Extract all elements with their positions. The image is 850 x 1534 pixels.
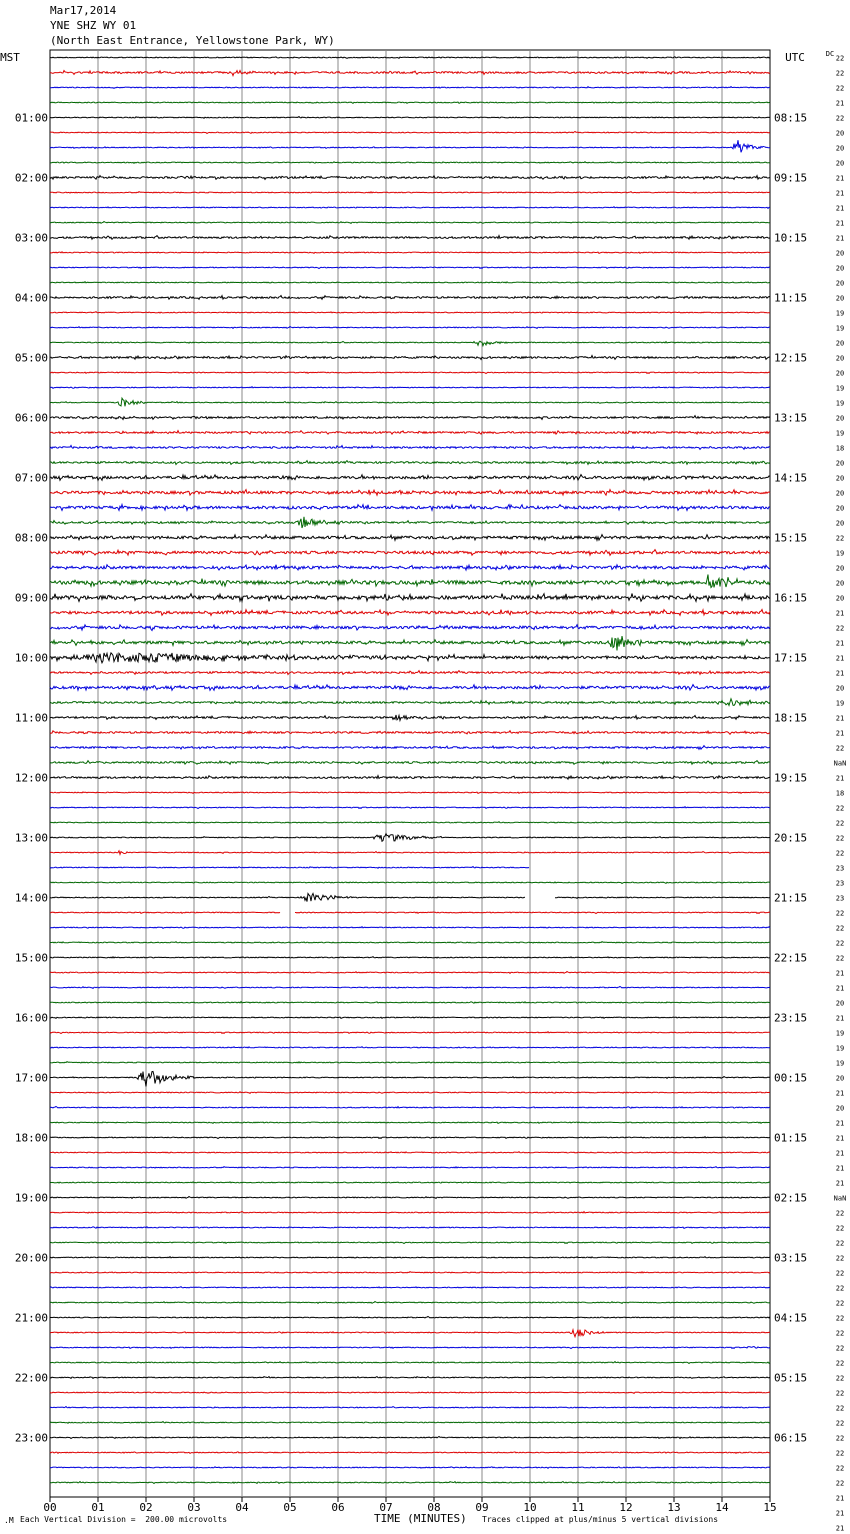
dc-value: 22 — [835, 909, 845, 918]
dc-value: 22 — [835, 1434, 845, 1443]
seismic-trace-row — [50, 222, 770, 224]
dc-value: 22 — [835, 1209, 845, 1218]
seismic-trace-row — [50, 610, 770, 616]
seismic-trace-row — [50, 731, 770, 735]
seismic-trace-row — [50, 140, 770, 152]
utc-hour-label: 23:15 — [774, 1011, 808, 1025]
dc-value: 22 — [835, 804, 845, 813]
dc-value: 22 — [835, 1374, 845, 1383]
seismic-trace-row — [50, 102, 770, 104]
dc-value: 21 — [835, 639, 845, 648]
dc-value: 21 — [835, 669, 845, 678]
seismic-trace-row — [50, 416, 770, 420]
seismic-trace-row — [50, 327, 770, 329]
dc-value: 21 — [835, 654, 845, 663]
dc-value: 20 — [835, 339, 845, 348]
dc-value: 23 — [835, 894, 845, 903]
dc-value: 22 — [835, 69, 845, 78]
dc-value: 23 — [835, 864, 845, 873]
mst-hour-label: 22:00 — [14, 1371, 48, 1385]
seismic-trace-row — [50, 776, 770, 780]
seismic-trace-row — [50, 1032, 770, 1034]
seismic-trace-row — [50, 1330, 770, 1337]
utc-hour-label: 09:15 — [774, 171, 808, 185]
seismic-trace-row — [50, 746, 770, 750]
seismic-trace-row — [50, 1407, 770, 1409]
mst-hour-label: 09:00 — [14, 591, 48, 605]
dc-value: 20 — [835, 369, 845, 378]
utc-hour-label: 06:15 — [774, 1431, 808, 1445]
seismic-trace-row — [50, 715, 770, 720]
seismic-trace-row — [50, 1212, 770, 1214]
seismic-trace-row — [50, 1362, 770, 1364]
utc-hour-label: 19:15 — [774, 771, 808, 785]
utc-hour-label: 20:15 — [774, 831, 808, 845]
dc-value: 20 — [835, 1074, 845, 1083]
utc-hour-label: 05:15 — [774, 1371, 808, 1385]
mst-hour-label: 07:00 — [14, 471, 48, 485]
dc-value: 20 — [835, 579, 845, 588]
utc-axis-label: UTC — [785, 51, 805, 64]
seismic-trace-row — [50, 1152, 770, 1153]
seismic-trace-row — [50, 882, 770, 884]
seismic-trace-row — [50, 192, 770, 194]
seismic-trace-row — [50, 1071, 770, 1086]
utc-hour-label: 14:15 — [774, 471, 808, 485]
dc-value: 22 — [835, 1344, 845, 1353]
utc-hour-label: 00:15 — [774, 1071, 808, 1085]
dc-value: 22 — [835, 1254, 845, 1263]
dc-value: 21 — [835, 1509, 845, 1518]
seismic-trace-row — [50, 1017, 770, 1019]
dc-value: 21 — [835, 1179, 845, 1188]
x-tick-label: 10 — [523, 1501, 537, 1514]
dc-value: 22 — [835, 84, 845, 93]
dc-value: 18 — [835, 789, 845, 798]
utc-hour-label: 22:15 — [774, 951, 808, 965]
dc-value: 22 — [835, 819, 845, 828]
seismic-trace-row — [50, 1137, 770, 1139]
x-tick-label: 15 — [763, 1501, 777, 1514]
seismic-trace-row — [50, 87, 770, 89]
seismic-trace-row — [50, 282, 770, 283]
seismic-trace-row — [50, 341, 770, 345]
dc-value: 21 — [835, 1524, 845, 1533]
dc-value: 19 — [835, 699, 845, 708]
dc-value: 22 — [835, 1359, 845, 1368]
mst-hour-label: 16:00 — [14, 1011, 48, 1025]
x-tick-label: 12 — [619, 1501, 633, 1514]
dc-value: 22 — [835, 54, 845, 63]
seismic-trace-row — [50, 987, 770, 989]
dc-value: 21 — [835, 219, 845, 228]
dc-value: 22 — [835, 939, 845, 948]
seismic-trace-row — [50, 132, 770, 134]
seismic-trace-row — [50, 1002, 770, 1004]
seismic-trace-row — [50, 1092, 770, 1094]
corner-mark: .M — [4, 1516, 14, 1525]
seismic-trace-row — [50, 1257, 770, 1258]
dc-value: 19 — [835, 399, 845, 408]
dc-value: 20 — [835, 594, 845, 603]
x-tick-label: 11 — [571, 1501, 585, 1514]
dc-value: 22 — [835, 1329, 845, 1338]
seismic-trace-row — [50, 1422, 770, 1424]
dc-value: 19 — [835, 324, 845, 333]
mst-hour-label: 04:00 — [14, 291, 48, 305]
dc-value: NaN — [833, 759, 847, 768]
dc-value: 22 — [835, 834, 845, 843]
x-tick-label: 07 — [379, 1501, 393, 1514]
mst-hour-label: 06:00 — [14, 411, 48, 425]
dc-value: 22 — [835, 954, 845, 963]
seismic-trace-row — [50, 565, 770, 570]
dc-value: 22 — [835, 1389, 845, 1398]
dc-value: 22 — [835, 1299, 845, 1308]
dc-value: 21 — [835, 609, 845, 618]
seismic-trace-row — [50, 535, 770, 541]
plot-date: Mar17,2014 — [50, 4, 117, 17]
seismic-trace-row — [50, 1302, 770, 1304]
seismic-trace-row — [50, 1047, 770, 1048]
dc-value: 20 — [835, 144, 845, 153]
dc-value: 22 — [835, 1449, 845, 1458]
seismic-trace-row — [50, 807, 770, 809]
mst-hour-label: 20:00 — [14, 1251, 48, 1265]
seismic-trace-row — [50, 893, 770, 901]
dc-value: 20 — [835, 489, 845, 498]
seismic-trace-row — [50, 1272, 770, 1274]
x-tick-label: 02 — [139, 1501, 153, 1514]
seismic-trace-row — [50, 1377, 770, 1379]
seismic-trace-row — [50, 176, 770, 180]
dc-value: 20 — [835, 354, 845, 363]
dc-value: 20 — [835, 504, 845, 513]
seismic-trace-row — [50, 267, 770, 269]
seismic-trace-row — [50, 685, 770, 691]
x-tick-label: 06 — [331, 1501, 345, 1514]
utc-hour-label: 03:15 — [774, 1251, 808, 1265]
seismic-trace-row — [50, 851, 770, 855]
dc-value: 20 — [835, 519, 845, 528]
x-tick-label: 13 — [667, 1501, 681, 1514]
seismic-trace-row — [50, 834, 770, 842]
dc-value: 19 — [835, 549, 845, 558]
station-code: YNE SHZ WY 01 — [50, 19, 137, 32]
dc-value: 22 — [835, 849, 845, 858]
dc-value: 21 — [835, 1164, 845, 1173]
seismic-trace-row — [50, 398, 770, 406]
seismic-trace-row — [50, 1197, 770, 1199]
mst-hour-label: 01:00 — [14, 111, 48, 125]
seismic-trace-row — [50, 1467, 770, 1469]
dc-value: 22 — [835, 624, 845, 633]
seismic-trace-row — [50, 356, 770, 360]
dc-value: 21 — [835, 774, 845, 783]
seismic-trace-row — [50, 1182, 770, 1183]
seismic-trace-row — [50, 653, 770, 663]
dc-value: 21 — [835, 1134, 845, 1143]
dc-value: 21 — [835, 969, 845, 978]
dc-value: 21 — [835, 1014, 845, 1023]
dc-value: 19 — [835, 309, 845, 318]
seismic-trace-row — [50, 517, 770, 528]
dc-value: 21 — [835, 234, 845, 243]
utc-hour-label: 02:15 — [774, 1191, 808, 1205]
seismic-trace-row — [50, 1287, 770, 1289]
x-tick-label: 08 — [427, 1501, 441, 1514]
dc-value: 19 — [835, 384, 845, 393]
seismic-trace-row — [50, 387, 770, 389]
seismic-trace-row — [50, 372, 770, 374]
dc-value: 22 — [835, 1269, 845, 1278]
seismic-trace-row — [50, 1452, 770, 1454]
mst-hour-label: 23:00 — [14, 1431, 48, 1445]
seismic-trace-row — [50, 236, 770, 240]
dc-value: 20 — [835, 414, 845, 423]
seismic-trace-row — [50, 636, 770, 650]
mst-hour-label: 21:00 — [14, 1311, 48, 1325]
seismic-trace-row — [50, 431, 770, 435]
mst-hour-label: 19:00 — [14, 1191, 48, 1205]
dc-value: 22 — [835, 114, 845, 123]
dc-value: 21 — [835, 1089, 845, 1098]
x-tick-label: 05 — [283, 1501, 297, 1514]
seismic-trace-row — [50, 1392, 770, 1394]
dc-value: NaN — [833, 1194, 847, 1203]
dc-value: 21 — [835, 204, 845, 213]
seismic-trace-row — [50, 699, 770, 706]
dc-value: 22 — [835, 1224, 845, 1233]
mst-hour-label: 02:00 — [14, 171, 48, 185]
seismic-trace-row — [50, 1227, 770, 1229]
mst-hour-label: 15:00 — [14, 951, 48, 965]
seismic-trace-row — [50, 57, 770, 59]
dc-value: 22 — [835, 1479, 845, 1488]
seismic-trace-row — [50, 1437, 770, 1439]
seismic-trace-row — [50, 972, 770, 974]
mst-axis-label: MST — [0, 51, 20, 64]
x-tick-label: 14 — [715, 1501, 729, 1514]
seismic-trace-row — [50, 942, 770, 944]
mst-hour-label: 18:00 — [14, 1131, 48, 1145]
dc-value: 19 — [835, 1044, 845, 1053]
seismic-trace-row — [50, 475, 770, 481]
mst-hour-label: 12:00 — [14, 771, 48, 785]
dc-value: 22 — [835, 1464, 845, 1473]
x-tick-label: 03 — [187, 1501, 201, 1514]
dc-value: 19 — [835, 429, 845, 438]
dc-value: 20 — [835, 159, 845, 168]
seismic-trace-row — [50, 550, 770, 556]
utc-hour-label: 12:15 — [774, 351, 808, 365]
seismic-trace-row — [50, 671, 770, 675]
dc-value: 22 — [835, 1404, 845, 1413]
dc-value: 20 — [835, 279, 845, 288]
seismic-trace-row — [50, 792, 770, 794]
seismic-trace-row — [50, 490, 770, 496]
dc-value: 20 — [835, 564, 845, 573]
x-tick-label: 00 — [43, 1501, 57, 1514]
dc-value: 22 — [835, 534, 845, 543]
seismic-trace-row — [50, 761, 770, 765]
seismic-trace-row — [50, 822, 770, 823]
seismic-trace-row — [50, 1317, 770, 1319]
clip-note: Traces clipped at plus/minus 5 vertical divisions — [482, 1515, 719, 1524]
dc-value: 22 — [835, 1239, 845, 1248]
dc-value: 20 — [835, 459, 845, 468]
dc-value: 22 — [835, 1314, 845, 1323]
dc-value: 19 — [835, 1059, 845, 1068]
dc-value: 20 — [835, 999, 845, 1008]
seismic-trace-row — [50, 1482, 770, 1484]
seismic-trace-row — [50, 1062, 770, 1064]
dc-value: 22 — [835, 1419, 845, 1428]
utc-hour-label: 15:15 — [774, 531, 808, 545]
seismic-trace-row — [50, 927, 770, 929]
dc-value: 22 — [835, 744, 845, 753]
utc-hour-label: 13:15 — [774, 411, 808, 425]
dc-value: 21 — [835, 984, 845, 993]
seismic-trace-row — [50, 594, 770, 602]
dc-value: 20 — [835, 264, 845, 273]
seismic-trace-row — [50, 912, 770, 914]
seismic-trace-row — [50, 296, 770, 300]
dc-value: 20 — [835, 249, 845, 258]
dc-value: 20 — [835, 1104, 845, 1113]
seismic-trace-row — [50, 1167, 770, 1169]
seismic-trace-row — [50, 207, 770, 209]
dc-value: 21 — [835, 189, 845, 198]
dc-value: 19 — [835, 1029, 845, 1038]
seismic-trace-row — [50, 252, 770, 254]
dc-value: 20 — [835, 474, 845, 483]
x-tick-label: 09 — [475, 1501, 489, 1514]
x-axis-title: TIME (MINUTES) — [374, 1512, 467, 1525]
dc-value: 21 — [835, 174, 845, 183]
dc-value: 21 — [835, 714, 845, 723]
seismic-trace-row — [50, 162, 770, 164]
utc-hour-label: 01:15 — [774, 1131, 808, 1145]
seismic-trace-row — [50, 625, 770, 631]
dc-value: 18 — [835, 444, 845, 453]
mst-hour-label: 05:00 — [14, 351, 48, 365]
mst-hour-label: 08:00 — [14, 531, 48, 545]
mst-hour-label: 11:00 — [14, 711, 48, 725]
mst-hour-label: 10:00 — [14, 651, 48, 665]
seismic-trace-row — [50, 957, 770, 959]
utc-hour-label: 16:15 — [774, 591, 808, 605]
seismic-trace-row — [50, 461, 770, 465]
seismic-trace-row — [50, 1122, 770, 1124]
mst-hour-label: 17:00 — [14, 1071, 48, 1085]
seismic-trace-row — [50, 446, 770, 450]
utc-hour-label: 04:15 — [774, 1311, 808, 1325]
utc-hour-label: 17:15 — [774, 651, 808, 665]
seismic-trace-row — [50, 1347, 770, 1349]
dc-value: 21 — [835, 1494, 845, 1503]
utc-hour-label: 21:15 — [774, 891, 808, 905]
seismic-trace-row — [50, 575, 770, 588]
station-location: (North East Entrance, Yellowstone Park, WY) — [50, 34, 335, 47]
utc-hour-label: 11:15 — [774, 291, 808, 305]
seismic-trace-row — [50, 312, 770, 314]
dc-value: 22 — [835, 1284, 845, 1293]
dc-value: 20 — [835, 294, 845, 303]
utc-hour-label: 10:15 — [774, 231, 808, 245]
dc-value: 20 — [835, 684, 845, 693]
mst-hour-label: 03:00 — [14, 231, 48, 245]
mst-hour-label: 13:00 — [14, 831, 48, 845]
seismic-trace-row — [50, 1107, 770, 1109]
x-tick-label: 01 — [91, 1501, 105, 1514]
dc-value: 21 — [835, 1149, 845, 1158]
seismic-trace-row — [50, 505, 770, 511]
utc-hour-label: 08:15 — [774, 111, 808, 125]
scale-note: Each Vertical Division = 200.00 microvolts — [20, 1515, 228, 1524]
utc-hour-label: 18:15 — [774, 711, 808, 725]
x-tick-label: 04 — [235, 1501, 249, 1514]
seismic-trace-row — [50, 117, 770, 119]
dc-value: 21 — [835, 99, 845, 108]
dc-value: 21 — [835, 1119, 845, 1128]
dc-value: 20 — [835, 129, 845, 138]
dc-value: 23 — [835, 879, 845, 888]
seismic-trace-row — [50, 71, 770, 76]
seismic-trace-row — [50, 1242, 770, 1244]
dc-value: 21 — [835, 729, 845, 738]
dc-value: 22 — [835, 924, 845, 933]
mst-hour-label: 14:00 — [14, 891, 48, 905]
dc-column-header: DC — [825, 50, 835, 58]
